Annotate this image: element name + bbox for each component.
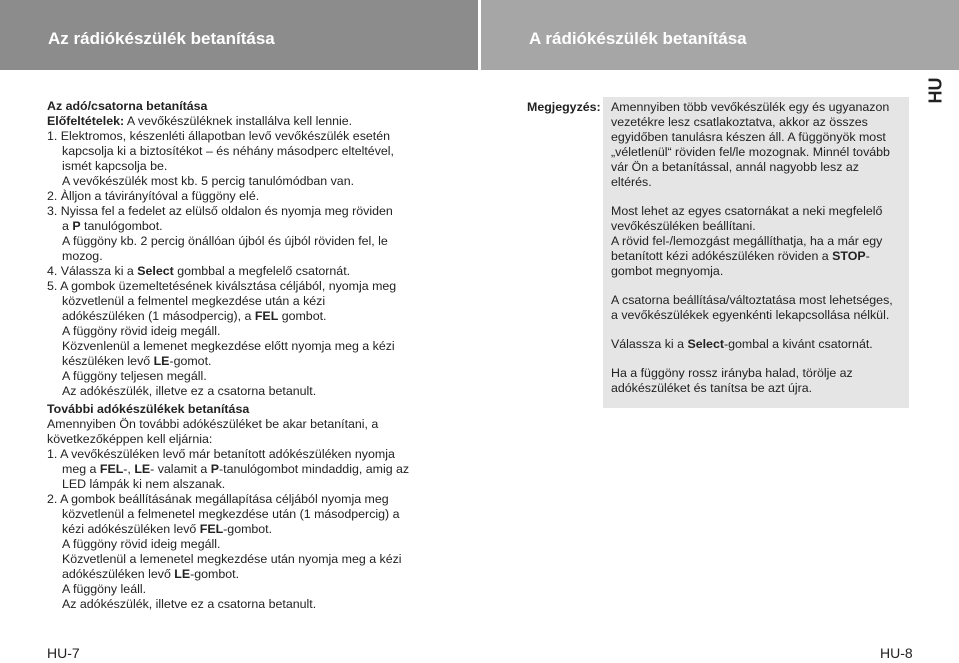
extra-step-2-line: A függöny leáll. [62, 582, 147, 596]
note-line: vezetékre lesz csatlakoztatva, akkor az összes [611, 115, 868, 129]
extra-step-2-line: Az adókészülék, illetve ez a csatorna betanult. [62, 597, 317, 611]
step-5-line: 5. A gombok üzemeltetésének kiválsztása céljából, nyomja meg [47, 279, 397, 293]
extra-step-1-line: meg a FEL-, LE- valamit a P-tanulógombot mindaddig, amig az [62, 462, 410, 476]
extra-step-1-line: LED lámpák ki nem alszanak. [62, 477, 226, 491]
step-2-line: 2. Àlljon a távirányítóval a függöny elé. [47, 189, 260, 203]
note-line: betanított kézi adókészüléken röviden a STOP- [611, 249, 870, 263]
note-paragraph [611, 337, 911, 352]
section-heading-channel-learning: Az adó/csatorna betanítása [47, 99, 208, 113]
extra-step-2-line: adókészüléken levő LE-gombot. [62, 567, 240, 581]
left-page-title: Az rádiókészülék betanítása [48, 29, 275, 48]
note-line: vevőkészüléken beállítani. [611, 219, 756, 233]
extra-step-2-line: Közvetlenül a lemenetel megkezdése után nyomja meg a kézi [62, 552, 402, 566]
note-line: vár Ön a betanítással, annál nagyobb lesz az [611, 160, 859, 174]
note-paragraph [611, 204, 911, 279]
left-page-header [0, 0, 478, 70]
right-page-header [481, 0, 959, 70]
note-line: adókészüléket és tanítsa be azt újra. [611, 381, 813, 395]
left-page-number: HU-7 [47, 645, 80, 661]
step-4-line: 4. Válassza ki a Select gombbal a megfelelő csatornát. [47, 264, 351, 278]
note-line: A rövid fel-/lemozgást megállíthatja, ha a már egy [611, 234, 883, 248]
right-page-title: A rádiókészülék betanítása [529, 29, 747, 48]
note-line: Válassza ki a Select-gombal a kivánt csatornát. [611, 337, 873, 351]
note-line: „véletlenül“ röviden fel/le mozognak. Minnél tovább [611, 145, 890, 159]
step-5-line: Közvenlenül a lemenet megkezdése előtt nyomja meg a kézi [62, 339, 395, 353]
extra-step-2-line: 2. A gombok beállításának megállapítása céljából nyomja meg [47, 492, 389, 506]
step-3-line: A függöny kb. 2 percig önállóan újból és újból röviden fel, le [62, 234, 388, 248]
language-tab-label: HU [925, 77, 946, 104]
note-label: Megjegyzés: [527, 100, 601, 114]
step-1-line: kapcsolja ki a biztosítékot – és néhány másodperc elteltével, [62, 144, 394, 158]
extra-step-2-line: A függöny rövid ideig megáll. [62, 537, 221, 551]
step-1-line: A vevőkészülék most kb. 5 percig tanulómódban van. [62, 174, 355, 188]
intro-line: következőképpen kell eljárnia: [47, 432, 213, 446]
note-paragraph [611, 100, 911, 190]
note-paragraph [611, 293, 911, 323]
extra-step-1-line: 1. A vevőkészüléken levő már betanított adókészüléken nyomja [47, 447, 395, 461]
step-1-line: 1. Elektromos, készenléti állapotban levő vevőkészülék esetén [47, 129, 390, 143]
left-column [47, 99, 442, 612]
prerequisite-line: Előfeltételek: A vevőkészüléknek installálva kell lennie. [47, 114, 353, 128]
step-3-line: 3. Nyissa fel a fedelet az elülső oldalon és nyomja meg röviden [47, 204, 393, 218]
note-line: egyidőben tanulásra készen áll. A függönyök most [611, 130, 886, 144]
extra-step-2-line: kézi adókészüléken levő FEL-gombot. [62, 522, 273, 536]
step-5-line: A függöny teljesen megáll. [62, 369, 207, 383]
note-paragraph [611, 366, 911, 396]
step-5-line: közvetlenül a felmentel megkezdése után a kézi [62, 294, 326, 308]
step-5-line: készüléken levő LE-gomot. [62, 354, 212, 368]
step-5-line: adókészüléken (1 másodpercig), a FEL gombot. [62, 309, 327, 323]
note-line: gombot megnyomja. [611, 264, 724, 278]
right-page-number: HU-8 [880, 645, 913, 661]
note-line: eltérés. [611, 175, 652, 189]
note-line: a vevőkészülékek egyenkénti lekapcsollása nélkül. [611, 308, 890, 322]
section-heading-more-transmitters: További adókészülékek betanítása [47, 402, 250, 416]
step-5-line: Az adókészülék, illetve ez a csatorna betanult. [62, 384, 317, 398]
step-3-line: mozog. [62, 249, 103, 263]
intro-line: Amennyiben Ön további adókészüléket be akar betanítani, a [47, 417, 379, 431]
step-3-line: a P tanulógombot. [62, 219, 163, 233]
note-line: Ha a függöny rossz irányba halad, törölje az [611, 366, 853, 380]
step-1-line: ismét kapcsolja be. [62, 159, 168, 173]
note-text [611, 100, 911, 410]
step-5-line: A függöny rövid ideig megáll. [62, 324, 221, 338]
note-line: Amennyiben több vevőkészülék egy és ugyanazon [611, 100, 890, 114]
note-line: Most lehet az egyes csatornákat a neki megfelelő [611, 204, 883, 218]
extra-step-2-line: közvetlenül a felmenetel megkezdése után (1 másodpercig) a [62, 507, 400, 521]
note-line: A csatorna beállítása/változtatása most lehetséges, [611, 293, 893, 307]
